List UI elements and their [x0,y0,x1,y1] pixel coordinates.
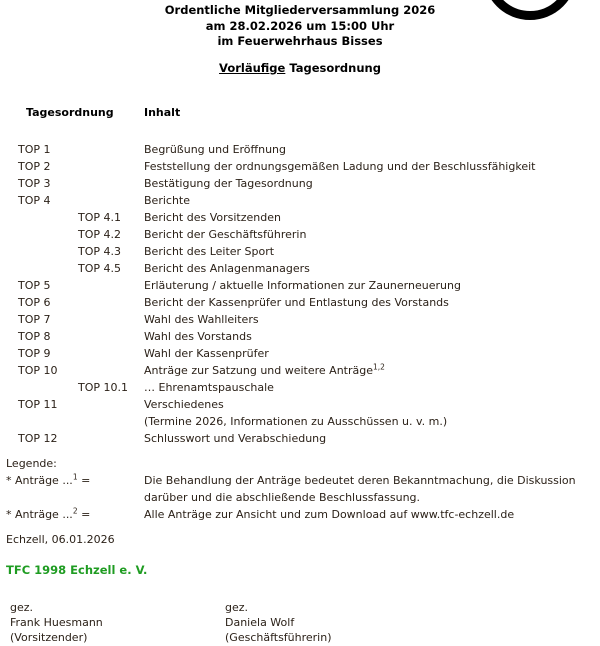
agenda-row-top-number: TOP 4.5 [78,262,122,275]
agenda-row-top-number: TOP 11 [18,398,58,411]
agenda-row-content: Wahl der Kassenprüfer [144,347,269,360]
agenda-row-content: Wahl des Vorstands [144,330,252,343]
page-subtitle [0,61,600,75]
page-title-line-1: Ordentliche Mitgliederversammlung 2026 [164,3,436,17]
agenda-row-top-number: TOP 4.2 [78,228,122,241]
agenda-row-content: Bericht des Leiter Sport [144,245,275,258]
agenda-row [0,311,600,328]
agenda-row-content: Begrüßung und Eröffnung [144,143,287,156]
agenda-row-top-number: TOP 7 [18,313,51,326]
signature-gez: gez. [10,601,34,614]
signature-managing-director [225,600,332,645]
agenda-row-content: (Termine 2026, Informationen zu Ausschüssen u. v. m.) [144,415,448,428]
agenda-header-row [0,104,600,128]
page-title [0,3,600,50]
page-subtitle-underlined: Vorläufige [219,61,286,75]
agenda-row-top-number: TOP 1 [18,143,51,156]
page-subtitle-rest: Tagesordnung [285,61,381,75]
agenda-row-top-number: TOP 5 [18,279,51,292]
agenda-table [0,104,600,447]
agenda-row [0,294,600,311]
legend-entry-continuation [0,489,600,506]
agenda-row-content: Erläuterung / aktuelle Informationen zur Zaunerneuerung [144,279,461,292]
agenda-row-top-number: TOP 12 [18,432,58,445]
legend-entry [0,506,600,523]
legend-entry-value: Alle Anträge zur Ansicht und zum Download auf www.tfc-echzell.de [144,508,515,521]
agenda-row [0,260,600,277]
legend-entry [0,472,600,489]
agenda-row-content: Verschiedenes [144,398,224,411]
legend-entry-value: Die Behandlung der Anträge bedeutet deren Bekanntmachung, die Diskussion [144,474,576,487]
agenda-row [0,328,600,345]
agenda-row [0,430,600,447]
agenda-row [0,413,600,430]
signature-chairman [10,600,103,645]
signature-role: (Geschäftsführerin) [225,631,332,644]
legend-entry-key: * Anträge ...$^1$ = [6,472,91,487]
agenda-row [0,362,600,379]
agenda-row-content: Bericht der Kassenprüfer und Entlastung des Vorstands [144,296,449,309]
agenda-row [0,379,600,396]
legend-title: Legende: [6,457,57,470]
column-header-top: Tagesordnung [26,106,114,119]
column-header-content: Inhalt [144,106,181,119]
legend-entry-value-continued: darüber und die abschließende Beschlussfassung. [144,491,421,504]
agenda-row-content: Feststellung der ordnungsgemäßen Ladung und der Beschlussfähigkeit [144,160,536,173]
legend-entry-footnote-marker: 2 [72,506,78,516]
agenda-row-content: Bericht der Geschäftsführerin [144,228,307,241]
agenda-row-top-number: TOP 4.1 [78,211,122,224]
agenda-row [0,226,600,243]
agenda-row-top-number: TOP 10.1 [78,381,128,394]
agenda-row [0,396,600,413]
page-title-line-2: am 28.02.2026 um 15:00 Uhr [205,18,395,33]
agenda-row-top-number: TOP 2 [18,160,51,173]
agenda-row [0,141,600,158]
signature-gez: gez. [225,601,249,614]
agenda-row [0,243,600,260]
agenda-row-top-number: TOP 9 [18,347,51,360]
signature-name: Frank Huesmann [10,616,103,629]
agenda-row-content: … Ehrenamtspauschale [144,381,274,394]
agenda-row-top-number: TOP 3 [18,177,51,190]
agenda-row-content: Bericht des Vorsitzenden [144,211,281,224]
agenda-row-footnote-marker: 1,2 [373,362,385,372]
legend-entry-key: * Anträge ...$^2$ = [6,506,91,521]
legend-entry-footnote-marker: 1 [72,472,78,482]
agenda-row-top-number: TOP 4.3 [78,245,122,258]
agenda-row-content: Bericht des Anlagenmanagers [144,262,310,275]
agenda-row [0,192,600,209]
signature-name: Daniela Wolf [225,616,295,629]
place-and-date: Echzell, 06.01.2026 [6,533,115,546]
agenda-row-content: Anträge zur Satzung und weitere Anträge$^{1,2}$ [144,362,385,377]
agenda-header-spacer [0,128,600,141]
agenda-row-top-number: TOP 6 [18,296,51,309]
legend-section [0,455,600,523]
agenda-row [0,345,600,362]
agenda-row [0,277,600,294]
agenda-row-content: Berichte [144,194,190,207]
agenda-row-content: Bestätigung der Tagesordnung [144,177,313,190]
agenda-row [0,158,600,175]
agenda-row [0,175,600,192]
agenda-row-top-number: TOP 8 [18,330,51,343]
club-name: TFC 1998 Echzell e. V. [6,563,148,577]
signature-role: (Vorsitzender) [10,631,88,644]
agenda-row-top-number: TOP 10 [18,364,58,377]
agenda-row [0,209,600,226]
page-title-line-3: im Feuerwehrhaus Bisses [217,34,383,48]
agenda-row-top-number: TOP 4 [18,194,51,207]
agenda-row-content: Wahl des Wahlleiters [144,313,259,326]
agenda-row-content: Schlusswort und Verabschiedung [144,432,327,445]
